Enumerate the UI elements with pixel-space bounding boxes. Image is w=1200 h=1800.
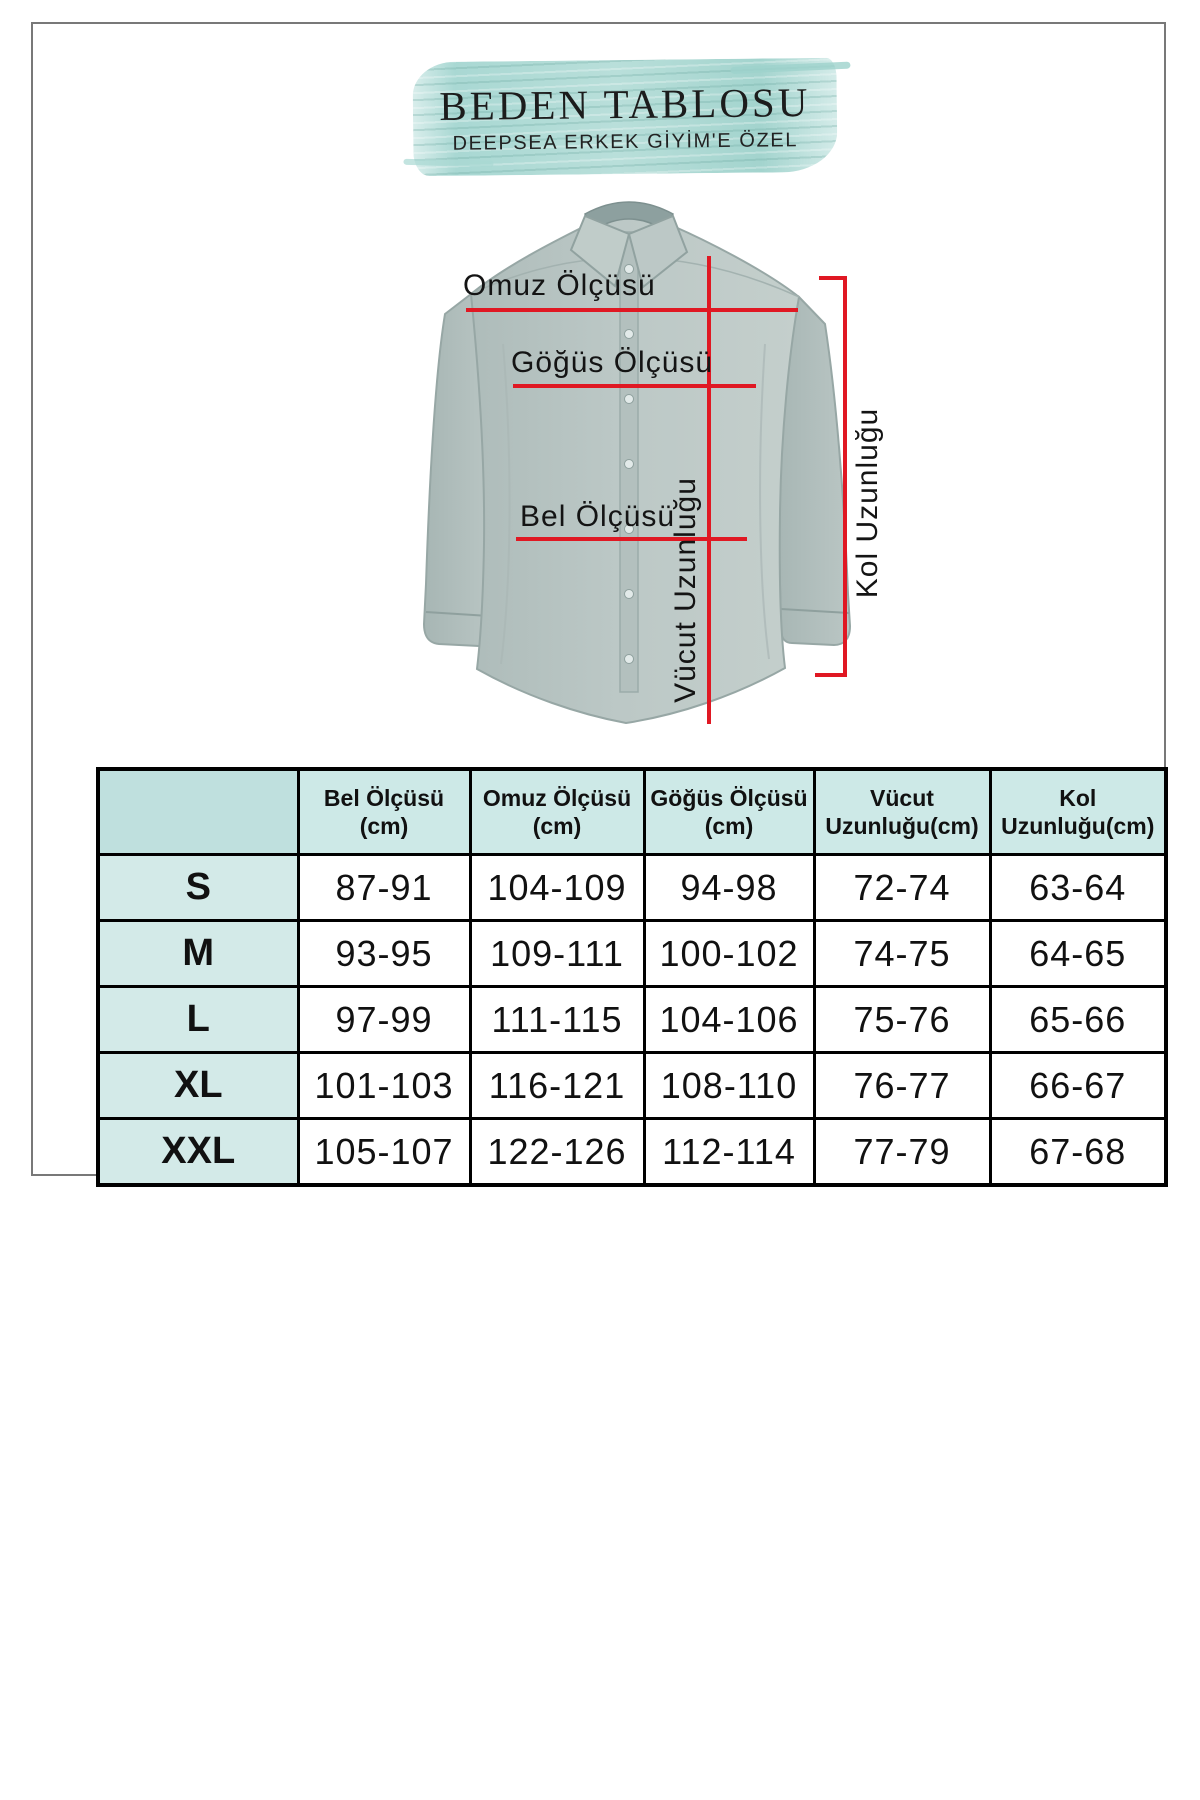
table-header-shoulder [470,769,644,855]
size-cell: S [98,855,298,921]
arm-length-value: 64-65 [990,921,1166,987]
table-header-arm-length [990,769,1166,855]
table-row [98,1053,1166,1119]
header-line: Bel Ölçüsü [323,784,445,811]
waist-value: 101-103 [298,1053,470,1119]
page-subtitle: DEEPSEA ERKEK GİYİM'E ÖZEL [452,129,799,155]
chest-value: 94-98 [644,855,814,921]
body-length-value: 74-75 [814,921,990,987]
arm-length-bracket-line [843,276,847,677]
shoulder-label: Omuz Ölçüsü [463,269,656,302]
header-line: Uzunluğu(cm) [825,813,979,839]
chest-value: 104-106 [644,987,814,1053]
waist-value: 93-95 [298,921,470,987]
size-table [96,767,1168,1187]
arm-length-bracket-bottom-tick [815,673,847,677]
header-line: Kol [1059,784,1097,811]
shoulder-value: 109-111 [470,921,644,987]
table-row [98,921,1166,987]
table-row [98,855,1166,921]
arm-length-bracket-top-tick [819,276,847,280]
body-length-value: 76-77 [814,1053,990,1119]
body-length-value: 77-79 [814,1119,990,1186]
table-row [98,987,1166,1053]
body-length-value: 75-76 [814,987,990,1053]
table-header-chest [644,769,814,855]
waist-label: Bel Ölçüsü [520,500,676,533]
page-title: BEDEN TABLOSU [439,79,811,129]
size-cell: M [98,921,298,987]
header-line: (cm) [532,813,582,839]
title-banner [412,58,837,176]
waist-value: 97-99 [298,987,470,1053]
arm-length-value: 63-64 [990,855,1166,921]
shoulder-value: 122-126 [470,1119,644,1186]
waist-measure-line [516,537,747,541]
arm-length-value: 65-66 [990,987,1166,1053]
size-cell: XXL [98,1119,298,1186]
arm-length-label: Kol Uzunluğu [851,407,884,599]
header-line: Göğüs Ölçüsü [650,784,808,811]
chest-label: Göğüs Ölçüsü [511,346,714,379]
table-header-row [98,769,1166,855]
header-line: Uzunluğu(cm) [1001,813,1155,839]
arm-length-value: 67-68 [990,1119,1166,1186]
content-frame [31,22,1166,1176]
size-cell: L [98,987,298,1053]
header-line: Vücut [870,784,934,811]
size-cell: XL [98,1053,298,1119]
body-length-label: Vücut Uzunluğu [669,477,702,703]
header-line: (cm) [359,813,409,839]
chest-measure-line [513,384,756,388]
waist-value: 105-107 [298,1119,470,1186]
shoulder-measure-line [466,308,798,312]
table-row [98,1119,1166,1186]
table-header-body-length [814,769,990,855]
shirt-illustration [373,164,893,744]
chest-value: 108-110 [644,1053,814,1119]
shoulder-value: 111-115 [470,987,644,1053]
shoulder-value: 116-121 [470,1053,644,1119]
table-header-empty [98,769,298,855]
table-header-waist [298,769,470,855]
arm-length-value: 66-67 [990,1053,1166,1119]
header-line: Omuz Ölçüsü [482,784,632,811]
chest-value: 112-114 [644,1119,814,1186]
header-line: (cm) [704,813,754,839]
waist-value: 87-91 [298,855,470,921]
body-length-value: 72-74 [814,855,990,921]
shoulder-value: 104-109 [470,855,644,921]
chest-value: 100-102 [644,921,814,987]
